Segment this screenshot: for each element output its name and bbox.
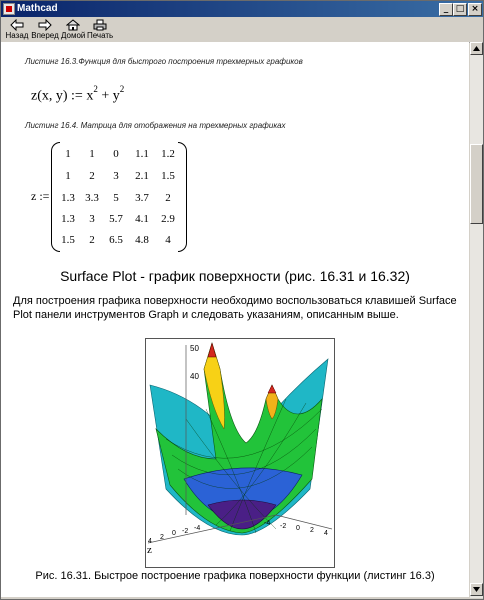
x-tick: 0 [172, 530, 176, 537]
body-paragraph: Для построения графика поверхности необходимо воспользоваться клавишей Surface Plot панели инструментов Graph и следовать указаниям, описанным выше. [13, 295, 457, 321]
home-icon [66, 19, 80, 31]
section-title: Surface Plot - график поверхности (рис. 16.31 и 16.32) [60, 268, 410, 284]
matrix-cell: 5 [113, 192, 119, 204]
function-definition[interactable] [31, 86, 124, 105]
title-bar [1, 1, 483, 17]
y-tick: -2 [280, 523, 287, 530]
matrix-cell: 1 [89, 148, 95, 160]
matrix-cell: 4.8 [135, 234, 149, 246]
figure-caption: Рис. 16.31. Быстрое построение графика поверхности функции (листинг 16.3) [35, 570, 435, 582]
scroll-up-icon [473, 46, 480, 51]
home-label: Домой [61, 31, 86, 40]
formula-lhs: z(x, y) := x [31, 88, 94, 104]
formula-exponent-y: 2 [119, 84, 125, 94]
matrix-cell: 3.7 [135, 192, 149, 204]
z-tick-40: 40 [190, 372, 199, 381]
x-tick: 2 [160, 534, 164, 541]
scroll-down-icon [473, 587, 480, 592]
matrix-cell: 3 [113, 170, 119, 182]
vertical-scrollbar[interactable] [470, 42, 483, 598]
home-button[interactable] [61, 18, 85, 42]
forward-button[interactable] [31, 18, 59, 42]
print-label: Печать [87, 31, 114, 40]
x-tick: 4 [148, 538, 152, 545]
matrix-cell: 3 [89, 213, 95, 225]
minimize-button[interactable]: _ [439, 3, 453, 16]
surface-plot[interactable] [145, 338, 335, 568]
matrix-cell: 5.7 [109, 213, 123, 225]
x-tick: -4 [194, 525, 201, 532]
matrix-cell: 2.1 [135, 170, 149, 182]
window-title: Mathcad [17, 3, 58, 14]
matrix-cell: 3.3 [85, 192, 99, 204]
plot-variable-label: z [147, 544, 152, 556]
surface-plot-canvas [146, 339, 334, 567]
surface-peak-red-2 [268, 385, 276, 393]
y-tick: -4 [264, 520, 271, 527]
matrix-cell: 1.5 [61, 234, 75, 246]
matrix-cell: 0 [113, 148, 119, 160]
matrix-cell: 2.9 [161, 213, 175, 225]
back-button[interactable] [4, 18, 30, 42]
matrix-cell: 6.5 [109, 234, 123, 246]
scroll-up-button[interactable] [470, 42, 483, 55]
x-tick: -2 [182, 528, 189, 535]
scroll-down-button[interactable] [470, 583, 483, 596]
matrix-cell: 1 [65, 148, 71, 160]
mathcad-app-icon [3, 3, 15, 15]
matrix-cell: 1.3 [61, 213, 75, 225]
matrix-cell: 4.1 [135, 213, 149, 225]
matrix-cell: 1.1 [135, 148, 149, 160]
close-button[interactable]: × [468, 3, 482, 16]
scroll-thumb[interactable] [470, 144, 483, 224]
listing-16-4-caption: Листинг 16.4. Матрица для отображения на трехмерных графиках [25, 121, 286, 130]
y-tick: 2 [310, 527, 314, 534]
toolbar [1, 18, 483, 43]
z-tick-50: 50 [190, 344, 199, 353]
maximize-button[interactable]: □ [453, 3, 467, 16]
print-button[interactable] [87, 18, 113, 42]
forward-arrow-icon [38, 19, 52, 31]
back-arrow-icon [10, 19, 24, 31]
document-view[interactable] [1, 42, 469, 597]
matrix-cell: 1 [65, 170, 71, 182]
matrix-cell: 1.3 [61, 192, 75, 204]
matrix-cell: 1.2 [161, 148, 175, 160]
y-tick: 4 [324, 530, 328, 537]
matrix-z[interactable] [51, 142, 187, 250]
formula-mid: + y [97, 88, 120, 104]
formula-exponent-x: 2 [93, 84, 98, 94]
printer-icon [93, 19, 107, 31]
back-label: Назад [5, 31, 29, 40]
matrix-label: z := [31, 189, 50, 203]
matrix-cell: 2 [165, 192, 171, 204]
matrix-cell: 1.5 [161, 170, 175, 182]
listing-16-3-caption: Листинг 16.3.Функция для быстрого построения трехмерных графиков [25, 57, 303, 66]
y-tick: 0 [296, 525, 300, 532]
surface-peak-red [208, 343, 216, 357]
matrix-cell: 2 [89, 234, 95, 246]
forward-label: Вперед [31, 31, 59, 40]
matrix-cell: 2 [89, 170, 95, 182]
matrix-cell: 4 [165, 234, 171, 246]
